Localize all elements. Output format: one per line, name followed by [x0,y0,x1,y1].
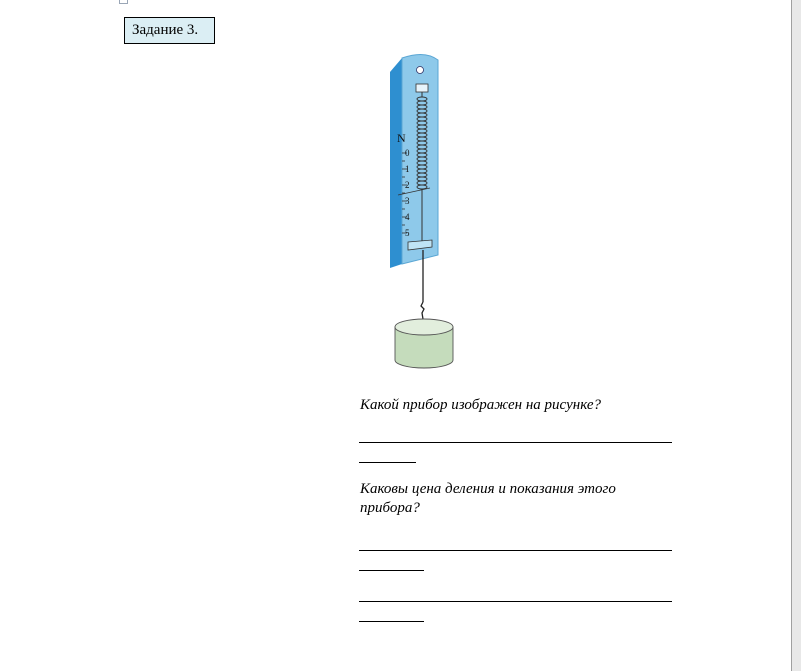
answer-line-1-cont[interactable] [359,462,416,463]
scale-label-3: 3 [405,196,410,206]
scale-label-4: 4 [405,212,410,222]
page-corner-marker [119,0,128,4]
question-1: Какой прибор изображен на рисунке? [360,397,602,413]
scale-label-5: 5 [405,228,410,238]
scale-label-0: 0 [405,148,410,158]
answer-line-2-cont[interactable] [359,570,424,571]
answer-line-1[interactable] [359,442,672,443]
spring-scale-figure [380,50,480,380]
answer-line-2[interactable] [359,550,672,551]
scale-label-1: 1 [405,164,410,174]
hook-icon [421,302,424,319]
answer-line-3[interactable] [359,601,672,602]
answer-line-3-cont[interactable] [359,621,424,622]
hanging-hole-icon [417,67,424,74]
weight-icon [395,319,453,368]
page-gutter [792,0,801,671]
task-title: Задание 3. [132,22,199,38]
question-2: Каковы цена деления и показания этого прибора? [360,481,616,516]
dynamometer-side [390,58,402,268]
scale-label-2: 2 [405,180,410,190]
top-hook-block [416,84,428,92]
unit-label: N [397,131,406,145]
task-title-box [124,17,215,44]
